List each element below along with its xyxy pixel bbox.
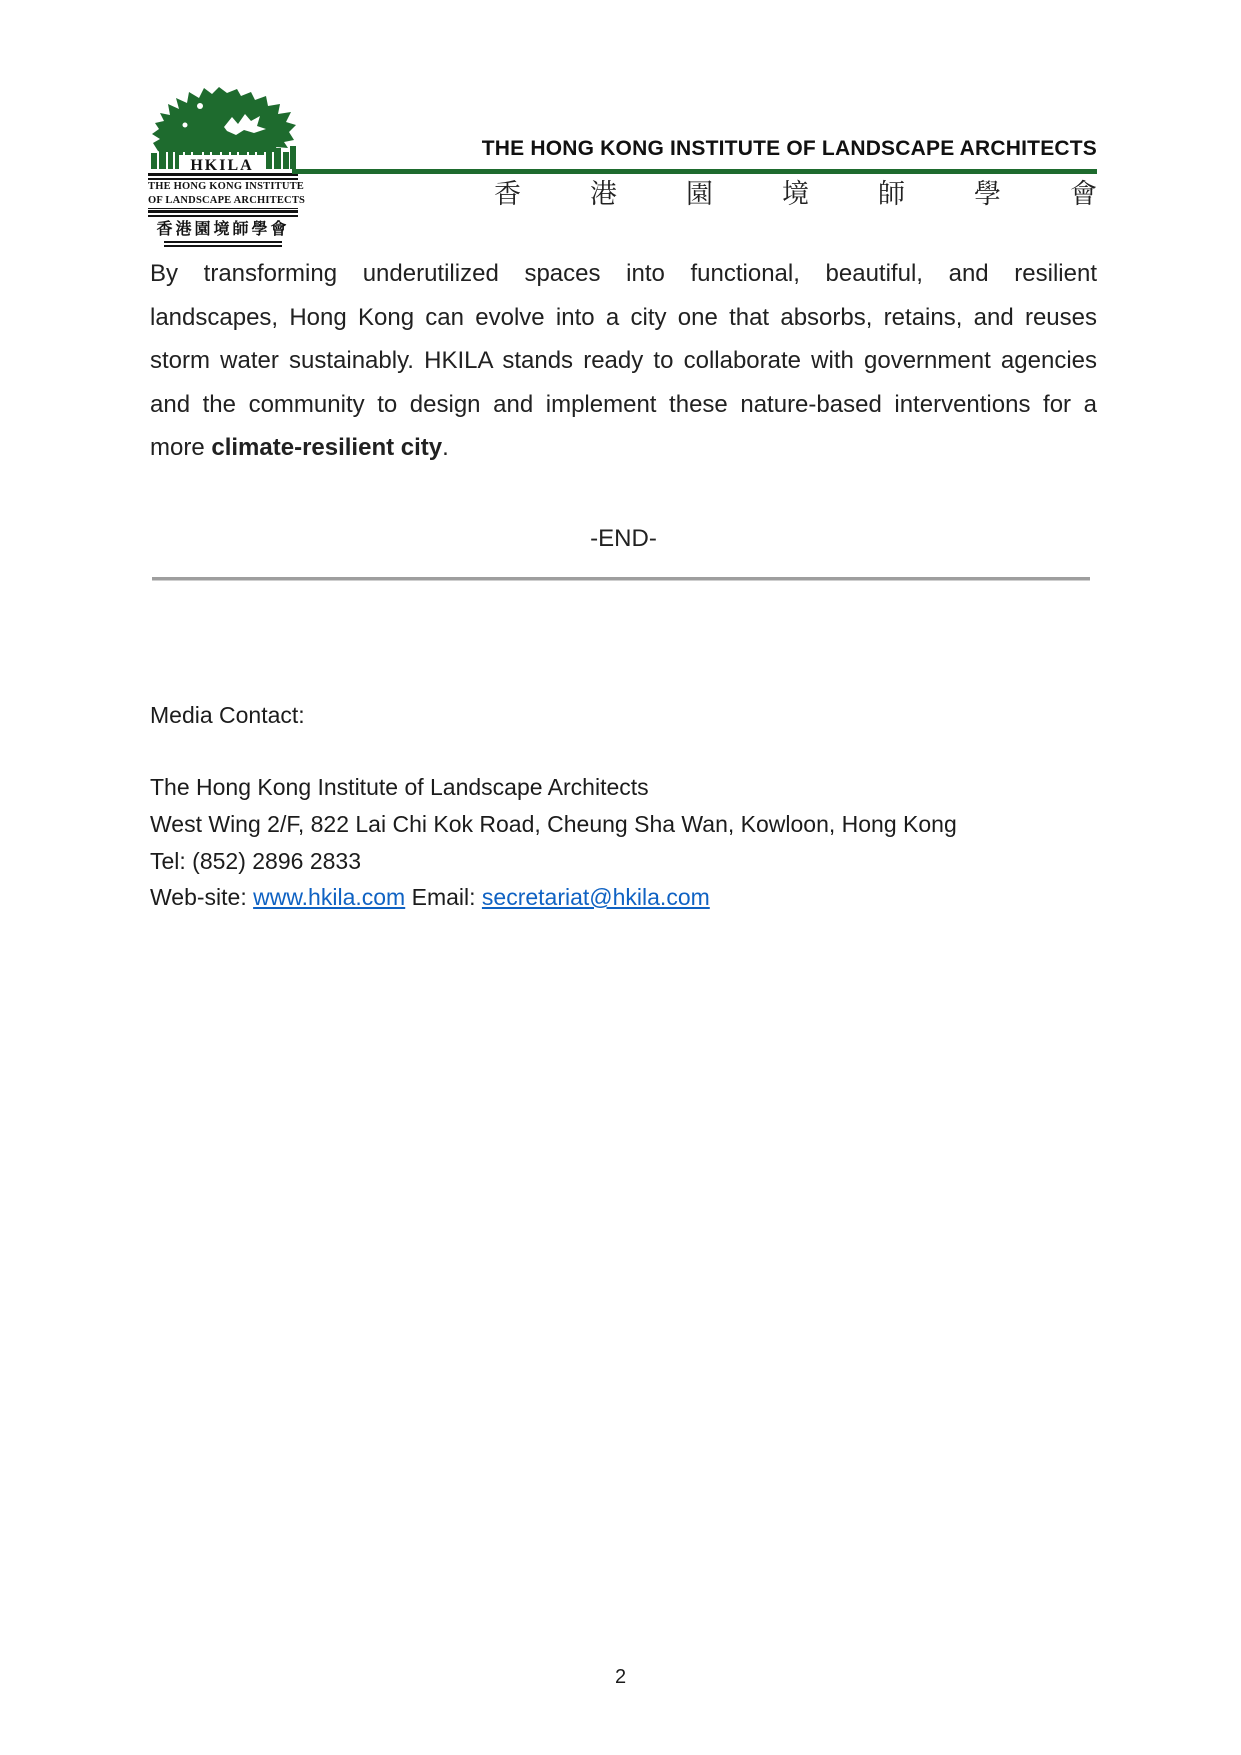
logo-bottom-rules [164,241,282,247]
zh-char: 學 [974,179,1001,209]
body-line: storm water sustainably. HKILA stands ready to collaborate with government agencies [150,347,1097,374]
logo-name-line2: OF LANDSCAPE ARCHITECTS [148,195,306,206]
body-line: and the community to design and implement these nature-based interventions for a [150,390,1097,418]
tree-canopy-skyline-icon [148,85,298,173]
org-name-chinese [494,179,1097,209]
logo-rule [148,215,298,217]
canopy-dot [197,103,203,109]
contact-org: The Hong Kong Institute of Landscape Architects [150,774,649,800]
last-line-prefix: more [150,434,212,461]
website-link[interactable]: www.hkila.com [253,884,406,910]
section-divider-rule [152,577,1090,581]
header-green-rule [292,169,1097,174]
body-paragraph [150,252,1097,470]
last-line-bold: climate-resilient city [211,434,443,461]
body-line: landscapes, Hong Kong can evolve into a city one that absorbs, retains, and reuses [150,303,1097,331]
contact-address: West Wing 2/F, 822 Lai Chi Kok Road, Cheung Sha Wan, Kowloon, Hong Kong [150,811,957,837]
zh-char: 會 [1070,179,1097,209]
body-line: By transforming underutilized spaces into functional, beautiful, and resilient [150,260,1097,287]
logo-name-line1: THE HONG KONG INSTITUTE [148,181,305,192]
canopy-dot [183,123,188,128]
hkila-logo [148,85,306,247]
email-label: Email: [405,884,482,910]
email-link[interactable]: secretariat@hkila.com [481,884,710,910]
org-name-english: THE HONG KONG INSTITUTE OF LANDSCAPE ARCHITECTS [481,137,1097,160]
end-marker: -END- [590,525,657,552]
logo-acronym: HKILA [190,157,254,173]
zh-char: 港 [590,179,617,209]
page-number: 2 [614,1666,627,1688]
contact-web-email-line [150,882,710,912]
zh-char: 境 [782,179,809,209]
zh-char: 師 [878,179,905,209]
last-line-suffix: . [442,434,449,461]
website-label: Web-site: [150,884,254,910]
zh-char: 香 [494,179,521,209]
contact-tel: Tel: (852) 2896 2833 [150,848,361,874]
zh-char: 園 [686,179,713,209]
body-line-last [150,426,1097,470]
tree-canopy-shape [152,87,296,152]
media-contact-heading: Media Contact: [150,702,305,728]
logo-name-chinese: 香港園境師學會 [156,221,290,238]
